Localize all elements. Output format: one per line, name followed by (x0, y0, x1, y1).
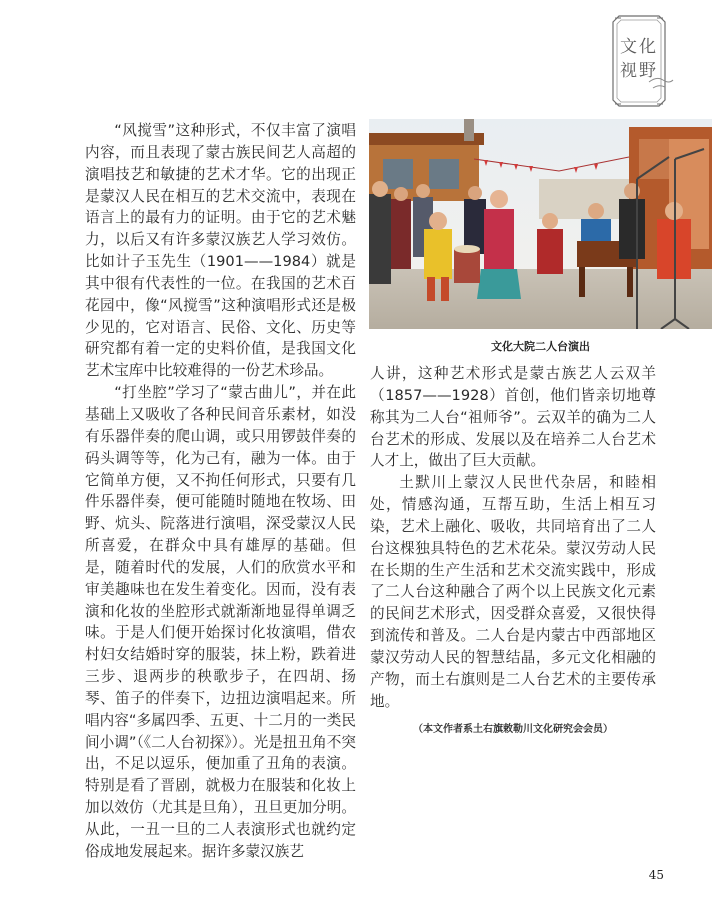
author-note: （本文作者系土右旗敕勒川文化研究会会员） (413, 724, 613, 735)
running-header (14, 4, 124, 10)
section-badge (609, 12, 669, 110)
right-text-column (370, 363, 656, 713)
page-number: 45 (648, 868, 664, 882)
paragraph: 人讲，这种艺术形式是蒙古族艺人云双羊（1857——1928）首创，他们皆亲切地尊称其为二人台“祖师爷”。云双羊的确为二人台艺术的形成、发展以及在培养二人台艺术人才上，做出了巨大贡献。 (370, 365, 656, 470)
left-text-column (85, 120, 356, 863)
paragraph: 土默川上蒙汉人民世代杂居，和睦相处，情感沟通，互帮互助，生活上相互习染，艺术上融化、吸收，共同培育出了二人台这棵独具特色的艺术花朵。蒙汉劳动人民在长期的生产生活和艺术交流实践中，形成了二人台这种融合了两个以上民族文化元素的民间艺术形式，因受群众喜爱，又很快得到流传和普及。二人台是内蒙古中西部地区蒙汉劳动人民的智慧结晶，多元文化相融的产物，而土右旗则是二人台艺术的主要传承地。 (370, 474, 656, 710)
paragraph: “风搅雪”这种形式，不仅丰富了演唱内容，而且表现了蒙古族民间艺人高超的演唱技艺和敏捷的艺术才华。它的出现正是蒙汉人民在相互的艺术交流中，表现在语言上的最有力的证明。由于它的艺术魅力，以后又有许多蒙汉族艺人学习效仿。比如计子玉先生（1901——1984）就是其中很有代表性的一位。在我国的艺术百花园中，像“风搅雪”这种演唱形式还是极少见的，它对语言、民俗、文化、历史等研究都有着一定的史料价值，是我国文化艺术宝库中比较难得的一份艺术珍品。 (85, 122, 356, 380)
badge-line-2: 视野 (620, 61, 658, 81)
performance-photo (369, 119, 712, 329)
paragraph: “打坐腔”学习了“蒙古曲儿”，并在此基础上又吸收了各种民间音乐素材，如没有乐器伴奏的爬山调，或只用锣鼓伴奏的码头调等等，化为己有，融为一体。由于它简单方便，又不拘任何形式，只要有几件乐器伴奏，便可能随时随地在牧场、田野、炕头、院落进行演唱，深受蒙汉人民所喜爱，在群众中具有雄厚的基础。但是，随着时代的发展，人们的欣赏水平和审美趣味也在发生着变化。因而，没有表演和化妆的坐腔形式就渐渐地显得单调乏味。于是人们便开始探讨化妆演唱，借农村妇女结婚时穿的服装，抹上粉，跌着进三步、退两步的秧歌步子，在四胡、扬琴、笛子的伴奏下，边扭边演唱起来。所唱内容“多属四季、五更、十二月的一类民间小调”（《二人台初探》）。光是扭丑角不突出，不足以逗乐，便加重了丑角的表演。特别是看了晋剧，就极力在服装和化妆上加以效仿（尤其是旦角），丑旦更加分明。从此，一丑一旦的二人表演形式也就约定俗成地发展起来。据许多蒙汉族艺 (85, 384, 356, 860)
badge-line-1: 文化 (620, 37, 658, 57)
photo-caption: 文化大院二人台演出 (491, 340, 590, 353)
